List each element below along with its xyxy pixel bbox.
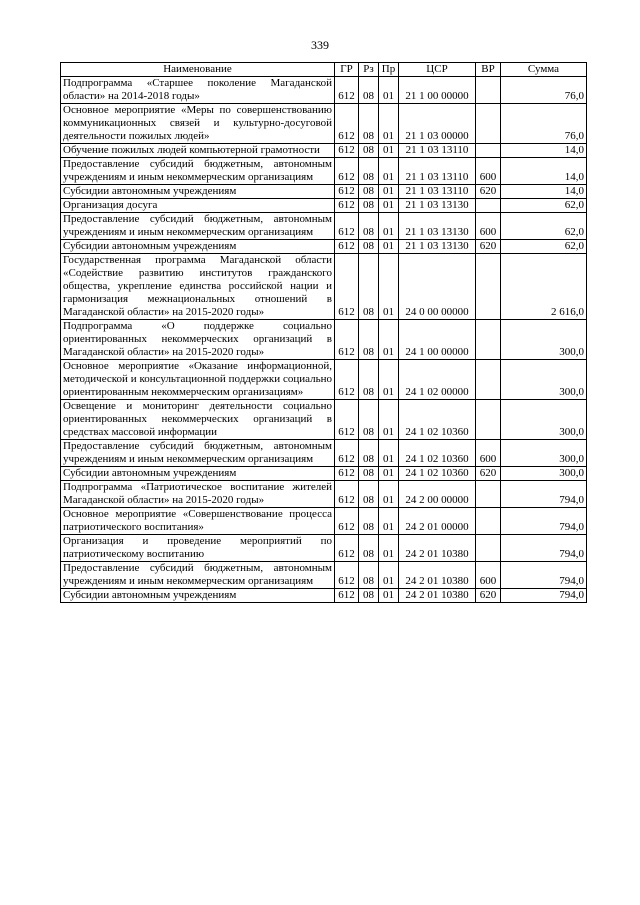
column-header-pr: Пр — [379, 63, 399, 77]
cell-name: Подпрограмма «Патриотическое воспитание жителей Магаданской области» на 2015-2020 годы» — [61, 481, 335, 508]
cell-rz: 08 — [359, 144, 379, 158]
cell-name: Предоставление субсидий бюджетным, автономным учреждениям и иным некоммерческим организациям — [61, 440, 335, 467]
cell-name: Обучение пожилых людей компьютерной грамотности — [61, 144, 335, 158]
cell-csr: 21 1 00 00000 — [399, 77, 476, 104]
cell-vr: 620 — [476, 185, 501, 199]
cell-pr: 01 — [379, 535, 399, 562]
cell-sum: 794,0 — [501, 589, 587, 603]
cell-rz: 08 — [359, 400, 379, 440]
table-row — [61, 158, 587, 185]
cell-rz: 08 — [359, 254, 379, 320]
cell-pr: 01 — [379, 562, 399, 589]
cell-rz: 08 — [359, 589, 379, 603]
table-row — [61, 77, 587, 104]
cell-rz: 08 — [359, 481, 379, 508]
cell-vr: 620 — [476, 589, 501, 603]
table-row — [61, 320, 587, 360]
cell-sum: 300,0 — [501, 400, 587, 440]
cell-sum: 300,0 — [501, 440, 587, 467]
table-row — [61, 440, 587, 467]
cell-vr — [476, 360, 501, 400]
cell-rz: 08 — [359, 240, 379, 254]
cell-name: Основное мероприятие «Меры по совершенствованию коммуникационных связей и культурно-досуговой деятельности пожилых людей» — [61, 104, 335, 144]
cell-pr: 01 — [379, 360, 399, 400]
cell-gr: 612 — [335, 481, 359, 508]
table-row — [61, 185, 587, 199]
cell-csr: 21 1 03 13110 — [399, 185, 476, 199]
cell-sum: 76,0 — [501, 77, 587, 104]
cell-gr: 612 — [335, 320, 359, 360]
cell-name: Государственная программа Магаданской области «Содействие развитию институтов гражданского общества, укрепление единства российской нации и гармонизация межнациональных отношений в Магаданской области» на 2015-2020 годы» — [61, 254, 335, 320]
cell-sum: 62,0 — [501, 199, 587, 213]
cell-rz: 08 — [359, 562, 379, 589]
cell-sum: 794,0 — [501, 535, 587, 562]
cell-rz: 08 — [359, 158, 379, 185]
cell-name: Основное мероприятие «Оказание информационной, методической и консультационной поддержки социально ориентированным некоммерческим организациям» — [61, 360, 335, 400]
cell-csr: 21 1 03 00000 — [399, 104, 476, 144]
table-body — [61, 77, 587, 603]
cell-rz: 08 — [359, 213, 379, 240]
cell-sum: 2 616,0 — [501, 254, 587, 320]
cell-rz: 08 — [359, 199, 379, 213]
column-header-name: Наименование — [61, 63, 335, 77]
cell-gr: 612 — [335, 158, 359, 185]
cell-pr: 01 — [379, 213, 399, 240]
page-number: 339 — [311, 38, 329, 52]
table-row — [61, 467, 587, 481]
cell-gr: 612 — [335, 400, 359, 440]
cell-vr — [476, 400, 501, 440]
cell-sum: 794,0 — [501, 508, 587, 535]
column-header-sum: Сумма — [501, 63, 587, 77]
cell-vr: 620 — [476, 467, 501, 481]
cell-vr: 600 — [476, 213, 501, 240]
cell-vr — [476, 535, 501, 562]
cell-rz: 08 — [359, 467, 379, 481]
cell-rz: 08 — [359, 104, 379, 144]
cell-name: Подпрограмма «Старшее поколение Магаданской области» на 2014-2018 годы» — [61, 77, 335, 104]
cell-name: Организация досуга — [61, 199, 335, 213]
cell-sum: 794,0 — [501, 562, 587, 589]
table-row — [61, 240, 587, 254]
cell-name: Предоставление субсидий бюджетным, автономным учреждениям и иным некоммерческим организациям — [61, 562, 335, 589]
cell-pr: 01 — [379, 199, 399, 213]
table-header-row — [61, 63, 587, 77]
cell-csr: 24 2 01 00000 — [399, 508, 476, 535]
cell-pr: 01 — [379, 77, 399, 104]
table-row — [61, 400, 587, 440]
column-header-gr: ГР — [335, 63, 359, 77]
cell-rz: 08 — [359, 535, 379, 562]
table-row — [61, 104, 587, 144]
column-header-vr: ВР — [476, 63, 501, 77]
cell-pr: 01 — [379, 440, 399, 467]
cell-name: Субсидии автономным учреждениям — [61, 589, 335, 603]
cell-csr: 21 1 03 13130 — [399, 240, 476, 254]
cell-csr: 24 2 01 10380 — [399, 535, 476, 562]
table-row — [61, 360, 587, 400]
cell-sum: 62,0 — [501, 213, 587, 240]
cell-vr — [476, 508, 501, 535]
cell-vr — [476, 481, 501, 508]
cell-pr: 01 — [379, 254, 399, 320]
cell-vr: 600 — [476, 562, 501, 589]
cell-vr: 620 — [476, 240, 501, 254]
cell-pr: 01 — [379, 158, 399, 185]
cell-vr — [476, 144, 501, 158]
cell-sum: 14,0 — [501, 158, 587, 185]
cell-pr: 01 — [379, 481, 399, 508]
cell-sum: 300,0 — [501, 467, 587, 481]
cell-name: Подпрограмма «О поддержке социально ориентированных некоммерческих организаций в Магаданской области» на 2015-2020 годы» — [61, 320, 335, 360]
cell-gr: 612 — [335, 144, 359, 158]
cell-gr: 612 — [335, 213, 359, 240]
table-row — [61, 562, 587, 589]
cell-name: Предоставление субсидий бюджетным, автономным учреждениям и иным некоммерческим организациям — [61, 213, 335, 240]
cell-pr: 01 — [379, 467, 399, 481]
cell-name: Освещение и мониторинг деятельности социально ориентированных некоммерческих организаций в средствах массовой информации — [61, 400, 335, 440]
cell-csr: 24 1 02 10360 — [399, 400, 476, 440]
cell-gr: 612 — [335, 535, 359, 562]
cell-csr: 24 2 01 10380 — [399, 562, 476, 589]
cell-vr — [476, 320, 501, 360]
cell-name: Основное мероприятие «Совершенствование процесса патриотического воспитания» — [61, 508, 335, 535]
cell-pr: 01 — [379, 400, 399, 440]
cell-sum: 14,0 — [501, 185, 587, 199]
cell-gr: 612 — [335, 467, 359, 481]
column-header-csr: ЦСР — [399, 63, 476, 77]
cell-gr: 612 — [335, 104, 359, 144]
cell-csr: 24 1 02 10360 — [399, 440, 476, 467]
table-row — [61, 481, 587, 508]
table-row — [61, 254, 587, 320]
cell-name: Субсидии автономным учреждениям — [61, 240, 335, 254]
column-header-rz: Рз — [359, 63, 379, 77]
cell-pr: 01 — [379, 508, 399, 535]
cell-sum: 62,0 — [501, 240, 587, 254]
budget-table — [60, 62, 587, 603]
cell-csr: 21 1 03 13110 — [399, 144, 476, 158]
cell-csr: 21 1 03 13130 — [399, 213, 476, 240]
cell-csr: 24 1 00 00000 — [399, 320, 476, 360]
cell-name: Субсидии автономным учреждениям — [61, 467, 335, 481]
cell-gr: 612 — [335, 562, 359, 589]
cell-sum: 300,0 — [501, 360, 587, 400]
cell-csr: 24 2 00 00000 — [399, 481, 476, 508]
cell-csr: 24 1 02 10360 — [399, 467, 476, 481]
cell-csr: 24 2 01 10380 — [399, 589, 476, 603]
cell-vr — [476, 104, 501, 144]
cell-name: Предоставление субсидий бюджетным, автономным учреждениям и иным некоммерческим организациям — [61, 158, 335, 185]
cell-gr: 612 — [335, 185, 359, 199]
cell-gr: 612 — [335, 360, 359, 400]
cell-gr: 612 — [335, 254, 359, 320]
cell-vr: 600 — [476, 440, 501, 467]
cell-sum: 14,0 — [501, 144, 587, 158]
cell-gr: 612 — [335, 589, 359, 603]
cell-csr: 24 0 00 00000 — [399, 254, 476, 320]
cell-pr: 01 — [379, 104, 399, 144]
cell-pr: 01 — [379, 185, 399, 199]
cell-sum: 76,0 — [501, 104, 587, 144]
cell-sum: 300,0 — [501, 320, 587, 360]
cell-rz: 08 — [359, 185, 379, 199]
cell-sum: 794,0 — [501, 481, 587, 508]
cell-vr: 600 — [476, 158, 501, 185]
cell-name: Субсидии автономным учреждениям — [61, 185, 335, 199]
cell-csr: 21 1 03 13130 — [399, 199, 476, 213]
table-row — [61, 144, 587, 158]
cell-rz: 08 — [359, 508, 379, 535]
cell-pr: 01 — [379, 144, 399, 158]
cell-name: Организация и проведение мероприятий по патриотическому воспитанию — [61, 535, 335, 562]
cell-csr: 21 1 03 13110 — [399, 158, 476, 185]
cell-csr: 24 1 02 00000 — [399, 360, 476, 400]
table-row — [61, 199, 587, 213]
cell-vr — [476, 254, 501, 320]
cell-pr: 01 — [379, 240, 399, 254]
cell-pr: 01 — [379, 589, 399, 603]
cell-gr: 612 — [335, 508, 359, 535]
cell-rz: 08 — [359, 320, 379, 360]
cell-gr: 612 — [335, 240, 359, 254]
cell-rz: 08 — [359, 77, 379, 104]
cell-vr — [476, 77, 501, 104]
table-row — [61, 589, 587, 603]
cell-gr: 612 — [335, 77, 359, 104]
table-row — [61, 535, 587, 562]
cell-rz: 08 — [359, 440, 379, 467]
cell-rz: 08 — [359, 360, 379, 400]
cell-gr: 612 — [335, 199, 359, 213]
table-row — [61, 508, 587, 535]
cell-gr: 612 — [335, 440, 359, 467]
table-row — [61, 213, 587, 240]
cell-pr: 01 — [379, 320, 399, 360]
cell-vr — [476, 199, 501, 213]
